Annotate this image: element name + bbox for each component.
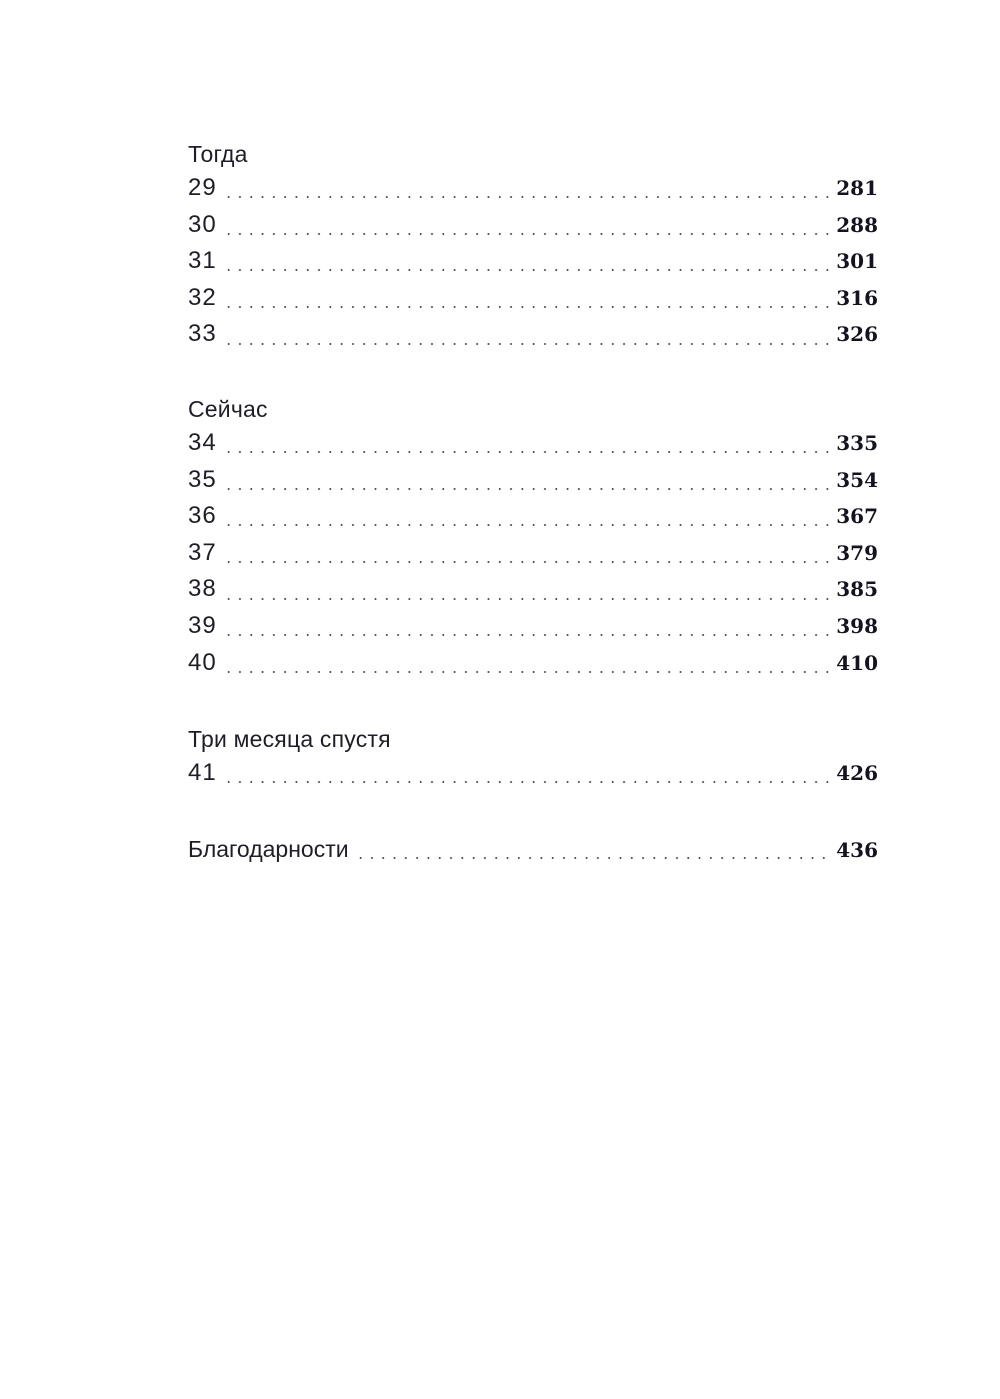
chapter-number: 38 bbox=[188, 575, 217, 603]
chapter-number: 40 bbox=[188, 648, 217, 676]
toc-entry[interactable] bbox=[188, 170, 878, 207]
toc-entry[interactable] bbox=[188, 571, 878, 608]
section-heading: Три месяца спустя bbox=[188, 726, 391, 752]
chapter-number: 41 bbox=[188, 759, 217, 786]
page-number: 354 bbox=[836, 467, 878, 492]
dot-leader bbox=[223, 634, 833, 636]
page-number: 281 bbox=[836, 176, 878, 200]
page-number: 436 bbox=[836, 838, 878, 862]
toc-entry[interactable] bbox=[188, 280, 878, 317]
toc-section-acknowledgements bbox=[188, 831, 878, 868]
page-number: 379 bbox=[836, 540, 878, 565]
toc-entry[interactable] bbox=[188, 425, 878, 462]
page-number: 326 bbox=[836, 322, 878, 347]
acknowledgements-label: Благодарности bbox=[188, 836, 349, 862]
toc-entry[interactable] bbox=[188, 498, 878, 535]
page-number: 426 bbox=[836, 761, 878, 785]
chapter-number: 39 bbox=[188, 611, 217, 639]
toc-entry[interactable] bbox=[188, 535, 878, 572]
toc-entry[interactable] bbox=[188, 316, 878, 353]
page-number: 410 bbox=[836, 650, 878, 675]
page-number: 398 bbox=[836, 613, 878, 638]
dot-leader bbox=[223, 781, 833, 783]
dot-leader bbox=[223, 306, 833, 308]
dot-leader bbox=[223, 196, 833, 198]
chapter-number: 34 bbox=[188, 429, 217, 456]
toc-entry-acknowledgements[interactable] bbox=[188, 831, 878, 868]
toc-entry[interactable] bbox=[188, 645, 878, 682]
dot-leader bbox=[223, 451, 833, 453]
section-heading: Сейчас bbox=[188, 396, 268, 422]
section-heading: Тогда bbox=[188, 141, 248, 167]
page-number: 316 bbox=[836, 285, 878, 310]
dot-leader bbox=[223, 488, 833, 490]
toc-entry[interactable] bbox=[188, 462, 878, 499]
chapter-number: 31 bbox=[188, 247, 217, 275]
dot-leader bbox=[223, 343, 833, 345]
dot-leader bbox=[223, 233, 833, 235]
toc-entry[interactable] bbox=[188, 608, 878, 645]
toc-entry[interactable] bbox=[188, 755, 878, 792]
dot-leader bbox=[223, 671, 833, 673]
chapter-number: 33 bbox=[188, 320, 217, 348]
page-number: 301 bbox=[836, 249, 878, 274]
dot-leader bbox=[223, 598, 833, 600]
dot-leader bbox=[223, 269, 833, 271]
chapter-number: 30 bbox=[188, 210, 217, 238]
dot-leader bbox=[355, 857, 833, 859]
chapter-number: 36 bbox=[188, 502, 217, 530]
toc-entry[interactable] bbox=[188, 243, 878, 280]
page-number: 335 bbox=[836, 431, 878, 455]
toc-section-then bbox=[188, 138, 878, 353]
chapter-number: 35 bbox=[188, 465, 217, 493]
dot-leader bbox=[223, 561, 833, 563]
toc-entry[interactable] bbox=[188, 207, 878, 244]
toc-section-now bbox=[188, 393, 878, 681]
toc-section-three-months-later bbox=[188, 723, 878, 792]
page-number: 288 bbox=[836, 212, 878, 237]
chapter-number: 32 bbox=[188, 283, 217, 311]
chapter-number: 29 bbox=[188, 174, 217, 201]
dot-leader bbox=[223, 524, 833, 526]
chapter-number: 37 bbox=[188, 538, 217, 566]
page-number: 385 bbox=[836, 577, 878, 602]
page-number: 367 bbox=[836, 504, 878, 529]
